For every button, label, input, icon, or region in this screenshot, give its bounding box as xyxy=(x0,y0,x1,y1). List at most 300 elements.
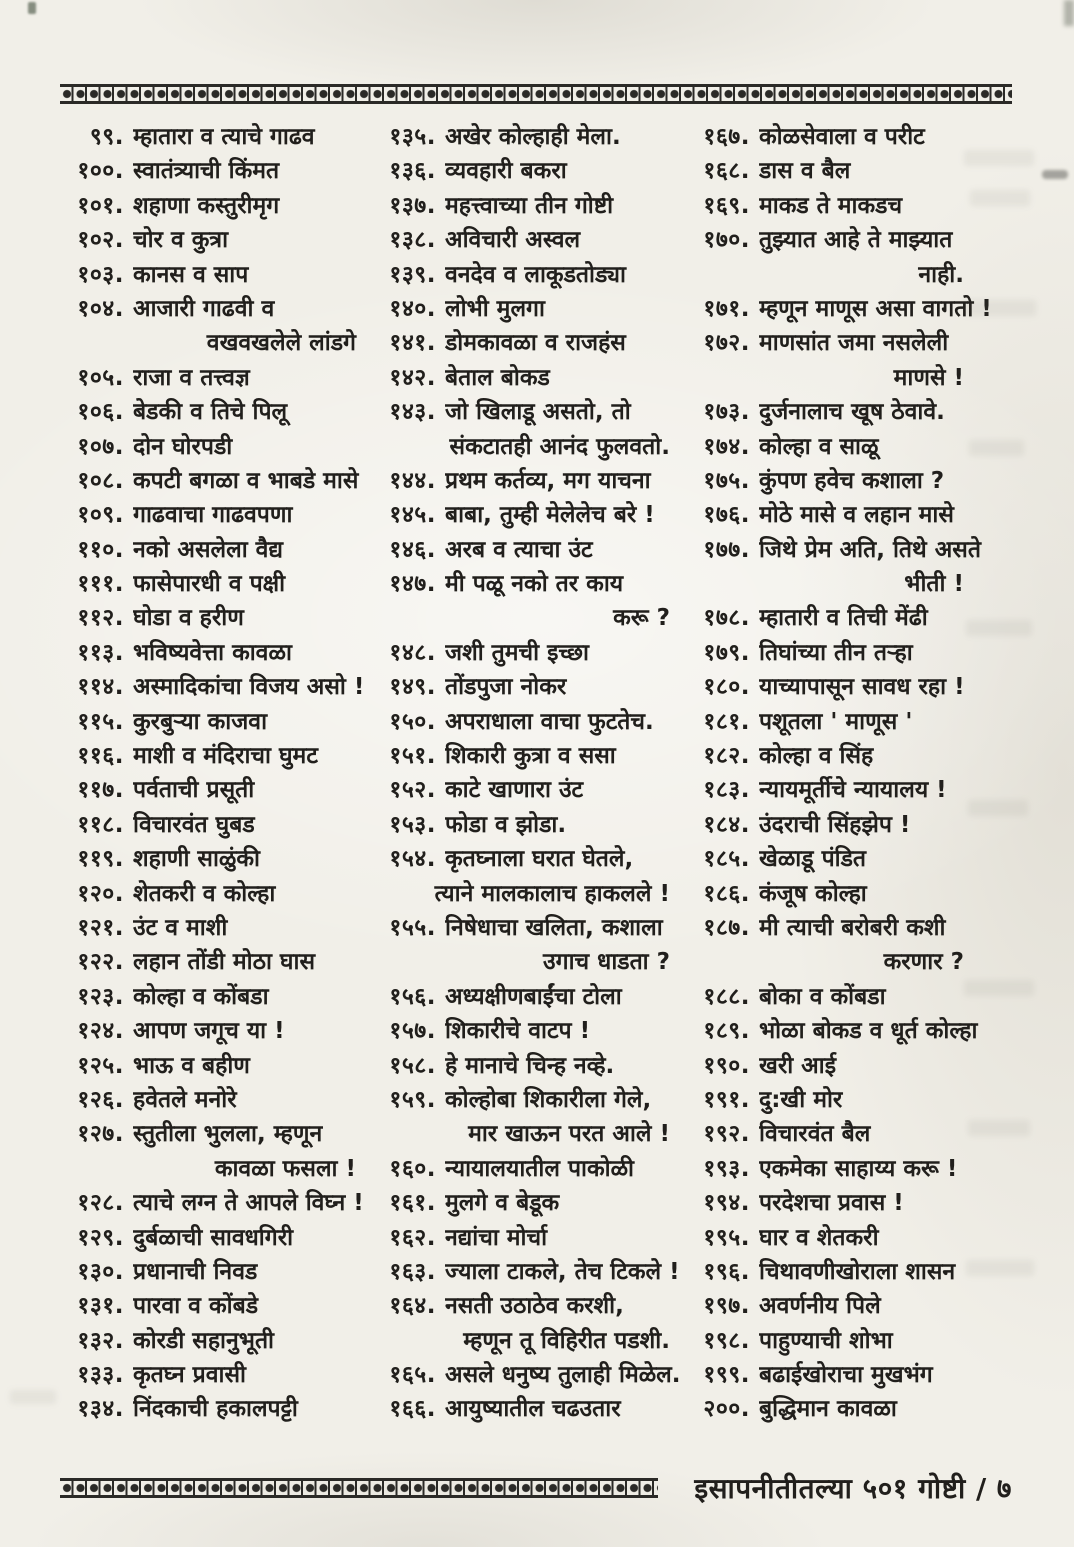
entry-title-continuation: कावळा फसला ! xyxy=(214,1155,356,1182)
toc-column-1 xyxy=(60,120,368,1427)
toc-entry xyxy=(60,189,368,223)
entry-title: काटे खाणारा उंट xyxy=(445,777,584,804)
toc-entry xyxy=(372,1221,682,1255)
entry-title: खरी आई xyxy=(759,1052,836,1079)
entry-title-continuation: भीती ! xyxy=(904,571,964,598)
entry-number: ११३. xyxy=(77,639,124,666)
entry-title: माशी व मंदिराचा घुमट xyxy=(133,743,318,770)
entry-number: १७२. xyxy=(703,330,750,357)
entry-title: हे मानाचे चिन्ह नव्हे. xyxy=(445,1052,615,1079)
toc-entry xyxy=(686,911,1012,945)
entry-title: राजा व तत्त्वज्ञ xyxy=(133,364,250,391)
toc-entry xyxy=(372,120,682,154)
toc-entry xyxy=(60,430,368,464)
entry-title: स्वातंत्र्याची किंमत xyxy=(133,158,280,185)
toc-entry xyxy=(686,739,1012,773)
entry-title-continuation: नाही. xyxy=(918,261,964,288)
entry-number: १११. xyxy=(77,571,124,598)
chain-border-bottom xyxy=(60,1478,658,1498)
entry-title: मोठे मासे व लहान मासे xyxy=(759,502,954,529)
entry-title: अस्मादिकांचा विजय असो ! xyxy=(133,674,365,701)
toc-entry xyxy=(60,842,368,876)
entry-title: लहान तोंडी मोठा घास xyxy=(133,949,316,976)
entry-title: कोल्हा व कोंबडा xyxy=(133,983,269,1010)
toc-entry xyxy=(60,1392,368,1426)
toc-entry xyxy=(60,980,368,1014)
entry-number: १९३. xyxy=(703,1155,750,1182)
toc-entry xyxy=(60,705,368,739)
entry-title: न्यायमूर्तीचे न्यायालय ! xyxy=(759,777,947,804)
entry-number: १४८. xyxy=(389,639,436,666)
entry-number: १६८. xyxy=(703,158,750,185)
entry-title: म्हणून माणूस असा वागतो ! xyxy=(759,295,992,322)
entry-number: १९१. xyxy=(703,1086,750,1113)
toc-entry xyxy=(372,292,682,326)
toc-entry xyxy=(686,1152,1012,1186)
entry-number: ११२. xyxy=(77,605,124,632)
entry-title: भविष्यवेत्ता कावळा xyxy=(133,639,292,666)
toc-entry xyxy=(372,189,682,223)
entry-number: १२४. xyxy=(77,1018,124,1045)
entry-number: १४२. xyxy=(389,364,436,391)
toc-entry xyxy=(686,189,1012,223)
entry-title: गाढवाचा गाढवपणा xyxy=(133,502,293,529)
entry-number: १९६. xyxy=(703,1258,750,1285)
entry-title: माणसांत जमा नसलेली xyxy=(759,330,949,357)
toc-entry xyxy=(60,258,368,292)
entry-title: कुरबुऱ्या काजवा xyxy=(133,708,268,735)
entry-number: १८६. xyxy=(703,880,750,907)
entry-number: १०४. xyxy=(77,295,124,322)
entry-number: १८२. xyxy=(703,743,750,770)
entry-title: कोल्हा व साळू xyxy=(759,433,879,460)
entry-number: १६९. xyxy=(703,192,750,219)
entry-title: नको असलेला वैद्य xyxy=(133,536,283,563)
toc-entry xyxy=(372,326,682,360)
entry-number: ११६. xyxy=(77,743,124,770)
toc-entry xyxy=(372,705,682,739)
entry-number: १४१. xyxy=(389,330,436,357)
entry-title: बाबा, तुम्ही मेलेलेच बरे ! xyxy=(445,502,655,529)
entry-number: १०२. xyxy=(77,227,124,254)
toc-entry xyxy=(372,1152,682,1186)
entry-number: ११४. xyxy=(77,674,124,701)
entry-number: १८९. xyxy=(703,1018,750,1045)
entry-number: १९७. xyxy=(703,1293,750,1320)
toc-entry-continuation xyxy=(686,567,1012,601)
toc-entry xyxy=(60,601,368,635)
entry-number: १४४. xyxy=(389,467,436,494)
toc-entry xyxy=(686,980,1012,1014)
entry-title: ज्याला टाकले, तेच टिकले ! xyxy=(445,1258,680,1285)
toc-entry xyxy=(60,1186,368,1220)
toc-entry-continuation xyxy=(372,430,682,464)
entry-number: १५७. xyxy=(389,1018,436,1045)
toc-entry xyxy=(686,1083,1012,1117)
toc-entry xyxy=(686,636,1012,670)
toc-entry xyxy=(372,154,682,188)
toc-entry xyxy=(372,739,682,773)
entry-title: न्यायालयातील पाकोळी xyxy=(445,1155,635,1182)
entry-number: १७५. xyxy=(703,467,750,494)
entry-number: १६४. xyxy=(389,1293,436,1320)
toc-entry xyxy=(686,498,1012,532)
entry-title: अवर्णनीय पिले xyxy=(759,1293,881,1320)
entry-number: १३९. xyxy=(389,261,436,288)
margin-smudge xyxy=(1042,170,1068,179)
entry-title: स्तुतीला भुलला, म्हणून xyxy=(133,1121,323,1148)
toc-entry xyxy=(686,395,1012,429)
entry-title: खेळाडू पंडित xyxy=(759,846,866,873)
entry-number: १८१. xyxy=(703,708,750,735)
entry-number: १०८. xyxy=(77,467,124,494)
entry-title: आयुष्यातील चढउतार xyxy=(445,1396,621,1423)
entry-number: ११०. xyxy=(77,536,124,563)
entry-title: अखेर कोल्हाही मेला. xyxy=(445,124,621,150)
entry-title: बुद्धिमान कावळा xyxy=(759,1396,897,1423)
toc-entry xyxy=(60,1289,368,1323)
entry-number: ९९. xyxy=(89,124,124,150)
entry-title: प्रथम कर्तव्य, मग याचना xyxy=(445,467,651,494)
entry-number: १२०. xyxy=(77,880,124,907)
toc-entry xyxy=(686,223,1012,257)
entry-title: उंट व माशी xyxy=(133,914,228,941)
entry-number: १२५. xyxy=(77,1052,124,1079)
toc-entry xyxy=(372,395,682,429)
entry-number: १३४. xyxy=(77,1396,124,1423)
toc-entry xyxy=(686,464,1012,498)
entry-title: कुंपण हवेच कशाला ? xyxy=(759,467,945,494)
entry-title: फासेपारधी व पक्षी xyxy=(133,571,286,598)
toc-entry xyxy=(60,533,368,567)
entry-title-continuation: मार खाऊन परत आले ! xyxy=(468,1121,670,1148)
entry-number: १८८. xyxy=(703,983,750,1010)
toc-columns xyxy=(60,120,1012,1427)
entry-title: असले धनुष्य तुलाही मिळेल. xyxy=(445,1362,681,1389)
entry-title: कपटी बगळा व भाबडे मासे xyxy=(133,467,359,494)
entry-title: शेतकरी व कोल्हा xyxy=(133,880,276,907)
toc-entry-continuation xyxy=(686,945,1012,979)
toc-entry xyxy=(60,292,368,326)
entry-number: १७३. xyxy=(703,399,750,426)
entry-title: मी त्याची बरोबरी कशी xyxy=(759,914,946,941)
toc-entry-continuation xyxy=(372,945,682,979)
entry-title: कृतघ्न प्रवासी xyxy=(133,1362,246,1389)
toc-entry xyxy=(372,1049,682,1083)
entry-number: १८७. xyxy=(703,914,750,941)
toc-column-3 xyxy=(686,120,1012,1427)
entry-number: १३२. xyxy=(77,1327,124,1354)
entry-number: १००. xyxy=(77,158,124,185)
entry-title: मुलगे व बेडूक xyxy=(445,1190,560,1217)
entry-title: तोंडपुजा नोकर xyxy=(445,674,567,701)
toc-entry xyxy=(686,705,1012,739)
toc-entry xyxy=(372,842,682,876)
entry-number: १९०. xyxy=(703,1052,750,1079)
entry-title: जो खिलाडू असतो, तो xyxy=(445,399,631,426)
entry-title: बोका व कोंबडा xyxy=(759,983,886,1010)
entry-number: १३३. xyxy=(77,1362,124,1389)
entry-title: कृतघ्नाला घरात घेतले, xyxy=(445,846,634,873)
toc-entry xyxy=(60,395,368,429)
entry-number: १६६. xyxy=(389,1396,436,1423)
entry-title: अपराधाला वाचा फुटतेच. xyxy=(445,708,654,735)
entry-title: कंजूष कोल्हा xyxy=(759,880,867,907)
toc-entry xyxy=(372,1255,682,1289)
toc-entry xyxy=(60,1324,368,1358)
entry-title: म्हातारी व तिची मेंढी xyxy=(759,605,928,632)
entry-title-continuation: संकटातही आनंद फुलवतो. xyxy=(449,433,670,460)
entry-title: दुर्बळाची सावधगिरी xyxy=(133,1224,294,1251)
entry-number: १०१. xyxy=(77,192,124,219)
entry-title: व्यवहारी बकरा xyxy=(445,158,567,185)
toc-entry xyxy=(686,1014,1012,1048)
entry-title: एकमेका साहाय्य करू ! xyxy=(759,1155,958,1182)
toc-entry xyxy=(686,326,1012,360)
toc-entry xyxy=(60,911,368,945)
entry-number: १७४. xyxy=(703,433,750,460)
entry-number: १३१. xyxy=(77,1293,124,1320)
toc-entry xyxy=(686,120,1012,154)
entry-number: १३०. xyxy=(77,1258,124,1285)
toc-entry xyxy=(372,670,682,704)
entry-title: तुझ्यात आहे ते माझ्यात xyxy=(759,227,953,254)
toc-entry xyxy=(372,464,682,498)
entry-title: डोमकावळा व राजहंस xyxy=(445,330,626,357)
entry-title: परदेशचा प्रवास ! xyxy=(759,1190,904,1217)
entry-title: डास व बैल xyxy=(759,158,851,185)
entry-number: १८०. xyxy=(703,674,750,701)
toc-entry-continuation xyxy=(686,258,1012,292)
entry-number: १४३. xyxy=(389,399,436,426)
entry-number: १२६. xyxy=(77,1086,124,1113)
toc-entry xyxy=(60,1049,368,1083)
entry-title: कोल्हा व सिंह xyxy=(759,743,874,770)
toc-entry-continuation xyxy=(372,877,682,911)
entry-title: पारवा व कोंबडे xyxy=(133,1293,259,1320)
entry-title: हवेतले मनोरे xyxy=(133,1086,237,1113)
entry-title: लोभी मुलगा xyxy=(445,295,545,322)
toc-entry xyxy=(372,361,682,395)
entry-number: ११७. xyxy=(77,777,124,804)
entry-number: ११९. xyxy=(77,846,124,873)
entry-title: नसती उठाठेव करशी, xyxy=(445,1293,624,1320)
entry-title-continuation: उगाच धाडता ? xyxy=(543,949,670,976)
toc-entry-continuation xyxy=(60,326,368,360)
entry-title: शिकारी कुत्रा व ससा xyxy=(445,743,616,770)
entry-number: १०६. xyxy=(77,399,124,426)
toc-entry xyxy=(686,1255,1012,1289)
toc-entry xyxy=(372,1289,682,1323)
toc-entry xyxy=(372,1083,682,1117)
entry-title: तिघांच्या तीन तऱ्हा xyxy=(759,639,913,666)
entry-number: १२७. xyxy=(77,1121,124,1148)
toc-entry xyxy=(372,773,682,807)
entry-title: आपण जगूच या ! xyxy=(133,1018,285,1045)
toc-entry xyxy=(372,258,682,292)
entry-number: १९५. xyxy=(703,1224,750,1251)
toc-entry xyxy=(686,1221,1012,1255)
entry-title: माकड ते माकडच xyxy=(759,192,903,219)
entry-number: १५५. xyxy=(389,914,436,941)
entry-number: १६२. xyxy=(389,1224,436,1251)
entry-number: १७८. xyxy=(703,605,750,632)
toc-entry xyxy=(686,533,1012,567)
entry-number: १०७. xyxy=(77,433,124,460)
toc-entry xyxy=(60,1014,368,1048)
toc-entry xyxy=(686,1324,1012,1358)
toc-entry-continuation xyxy=(372,601,682,635)
book-title-page-number: इसापनीतीतल्या ५०१ गोष्टी / ७ xyxy=(694,1472,1012,1505)
entry-number: १७९. xyxy=(703,639,750,666)
toc-entry xyxy=(372,498,682,532)
entry-number: ११५. xyxy=(77,708,124,735)
entry-title: नद्यांचा मोर्चा xyxy=(445,1224,548,1251)
entry-title: दु:खी मोर xyxy=(759,1086,843,1113)
entry-title: बढाईखोराचा मुखभंग xyxy=(759,1362,933,1389)
entry-number: १३७. xyxy=(389,192,436,219)
scan-speck xyxy=(28,2,36,14)
bleed-through-mark xyxy=(10,1390,56,1404)
toc-entry xyxy=(686,1289,1012,1323)
entry-title: वनदेव व लाकूडतोड्या xyxy=(445,261,626,288)
entry-number: १४०. xyxy=(389,295,436,322)
entry-number: १२८. xyxy=(77,1190,124,1217)
toc-entry xyxy=(686,808,1012,842)
toc-entry xyxy=(60,1083,368,1117)
toc-entry xyxy=(60,120,368,154)
entry-number: १४५. xyxy=(389,502,436,529)
toc-entry xyxy=(60,1255,368,1289)
entry-title: दुर्जनालाच खूष ठेवावे. xyxy=(759,399,945,426)
scan-edge-mark xyxy=(1064,0,1074,26)
entry-number: १५१. xyxy=(389,743,436,770)
entry-number: १३५. xyxy=(389,124,436,150)
toc-entry-continuation xyxy=(60,1152,368,1186)
entry-number: १६७. xyxy=(703,124,750,150)
entry-title: शहाणी साळुंकी xyxy=(133,846,261,873)
entry-title: उंदराची सिंहझेप ! xyxy=(759,811,911,838)
entry-title: शिकारीचे वाटप ! xyxy=(445,1018,591,1045)
toc-entry xyxy=(60,636,368,670)
entry-number: १०३. xyxy=(77,261,124,288)
entry-number: १५८. xyxy=(389,1052,436,1079)
entry-title: घोडा व हरीण xyxy=(133,605,244,632)
toc-entry xyxy=(686,601,1012,635)
entry-number: १७१. xyxy=(703,295,750,322)
entry-number: १५४. xyxy=(389,846,436,873)
toc-entry xyxy=(60,670,368,704)
entry-number: १४७. xyxy=(389,571,436,598)
entry-title: जशी तुमची इच्छा xyxy=(445,639,589,666)
chain-border-top xyxy=(60,84,1012,104)
entry-title: शहाणा कस्तुरीमृग xyxy=(133,192,280,219)
entry-title: पाहुण्याची शोभा xyxy=(759,1327,893,1354)
toc-entry xyxy=(372,1186,682,1220)
entry-number: ११८. xyxy=(77,811,124,838)
entry-number: १६०. xyxy=(389,1155,436,1182)
toc-entry xyxy=(686,877,1012,911)
entry-number: १७०. xyxy=(703,227,750,254)
toc-entry xyxy=(686,430,1012,464)
entry-title: भोळा बोकड व धूर्त कोल्हा xyxy=(759,1018,978,1045)
entry-number: १८४. xyxy=(703,811,750,838)
entry-title: निंदकाची हकालपट्टी xyxy=(133,1396,298,1423)
entry-title: आजारी गाढवी व xyxy=(133,295,275,322)
entry-title: अध्यक्षीणबाईंचा टोला xyxy=(445,983,622,1010)
toc-entry xyxy=(60,739,368,773)
toc-entry xyxy=(372,567,682,601)
entry-number: १५९. xyxy=(389,1086,436,1113)
toc-entry xyxy=(60,1358,368,1392)
toc-entry xyxy=(372,533,682,567)
toc-entry xyxy=(686,292,1012,326)
toc-entry xyxy=(686,1392,1012,1426)
entry-number: १९९. xyxy=(703,1362,750,1389)
entry-title: बेताल बोकड xyxy=(445,364,550,391)
entry-title: चिथावणीखोराला शासन xyxy=(759,1258,956,1285)
entry-title: कानस व साप xyxy=(133,261,249,288)
entry-number: १६१. xyxy=(389,1190,436,1217)
toc-entry xyxy=(686,1358,1012,1392)
entry-title: चोर व कुत्रा xyxy=(133,227,229,254)
entry-title-continuation: माणसे ! xyxy=(893,364,964,391)
entry-title: पशूतला ' माणूस ' xyxy=(759,708,913,735)
entry-number: १३६. xyxy=(389,158,436,185)
entry-number: १९८. xyxy=(703,1327,750,1354)
entry-title: फोडा व झोडा. xyxy=(445,811,567,838)
entry-number: १३८. xyxy=(389,227,436,254)
toc-entry-continuation xyxy=(686,361,1012,395)
toc-entry xyxy=(60,223,368,257)
toc-entry xyxy=(60,464,368,498)
toc-entry xyxy=(60,1117,368,1151)
entry-title-continuation: वखवखलेले लांडगे xyxy=(206,330,356,357)
entry-number: १९४. xyxy=(703,1190,750,1217)
toc-entry xyxy=(686,773,1012,807)
entry-title-continuation: करू ? xyxy=(613,605,670,632)
entry-title-continuation: त्याने मालकालाच हाकलले ! xyxy=(434,880,670,907)
toc-entry xyxy=(60,877,368,911)
entry-title: कोळसेवाला व परीट xyxy=(759,124,925,150)
entry-number: १८३. xyxy=(703,777,750,804)
entry-number: १५६. xyxy=(389,983,436,1010)
entry-title: अविचारी अस्वल xyxy=(445,227,581,254)
entry-title: विचारवंत बैल xyxy=(759,1121,871,1148)
entry-number: १८५. xyxy=(703,846,750,873)
toc-entry xyxy=(686,1117,1012,1151)
entry-title: निषेधाचा खलिता, कशाला xyxy=(445,914,663,941)
entry-number: १६५. xyxy=(389,1362,436,1389)
entry-number: १२२. xyxy=(77,949,124,976)
entry-title: अरब व त्याचा उंट xyxy=(445,536,593,563)
entry-number: १६३. xyxy=(389,1258,436,1285)
toc-entry xyxy=(372,636,682,670)
entry-number: १५०. xyxy=(389,708,436,735)
toc-entry xyxy=(372,1014,682,1048)
toc-entry xyxy=(60,154,368,188)
entry-number: १७७. xyxy=(703,536,750,563)
entry-title: दोन घोरपडी xyxy=(133,433,233,460)
entry-title: म्हातारा व त्याचे गाढव xyxy=(133,124,315,150)
entry-number: २००. xyxy=(703,1396,750,1423)
entry-number: १५३. xyxy=(389,811,436,838)
entry-number: १२१. xyxy=(77,914,124,941)
toc-entry xyxy=(372,980,682,1014)
toc-entry xyxy=(686,1049,1012,1083)
toc-entry xyxy=(372,223,682,257)
entry-title: महत्त्वाच्या तीन गोष्टी xyxy=(445,192,614,219)
